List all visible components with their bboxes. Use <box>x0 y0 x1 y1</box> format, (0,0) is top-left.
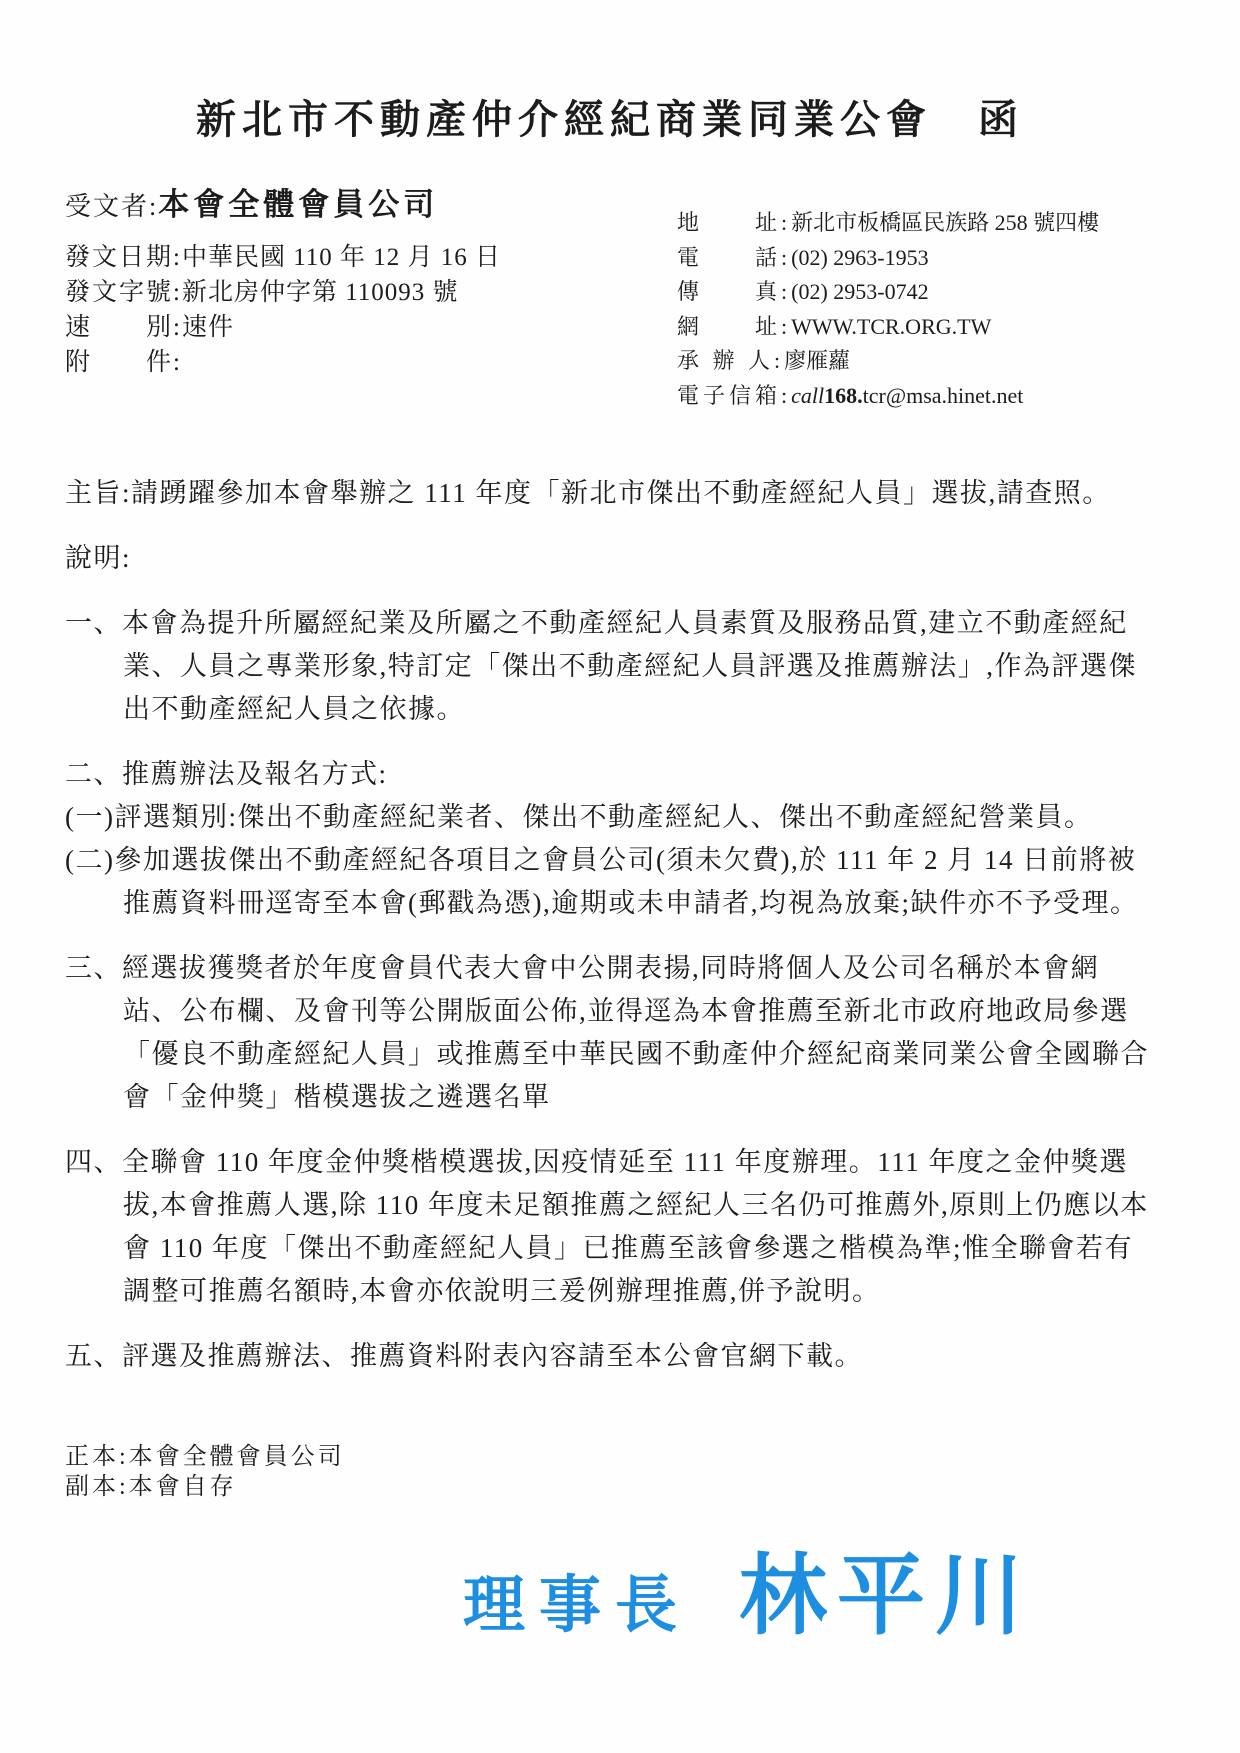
email-value-bold: 168. <box>824 382 863 408</box>
phone-row <box>677 241 1155 276</box>
chairman-name: 林平川 <box>738 1546 1033 1645</box>
email-row <box>677 379 1155 414</box>
email-value-italic: call <box>791 382 825 408</box>
subject-line <box>65 472 1155 515</box>
email-value-rest: tcr@msa.hinet.net <box>862 382 1024 408</box>
section-5-text: 評選及推薦辦法、推薦資料附表內容請至本公會官網下載。 <box>122 1341 863 1371</box>
section-2 <box>65 753 1155 796</box>
section-2-marker: 二、 <box>65 759 122 789</box>
section-5 <box>65 1335 1155 1378</box>
attachment-label: 附 件: <box>65 349 182 376</box>
meta-right-block <box>677 206 1155 413</box>
fax-value: (02) 2953-0742 <box>791 279 929 304</box>
phone-value: (02) 2963-1953 <box>791 244 929 270</box>
original-copy-value: 本會全體會員公司 <box>128 1444 345 1470</box>
website-label: 網 址: <box>677 313 792 339</box>
doc-number-label: 發文字號: <box>65 279 182 306</box>
duplicate-copy-value: 本會自存 <box>128 1474 237 1500</box>
subject-text: 請踴躍參加本會舉辦之 111 年度「新北市傑出不動產經紀人員」選拔,請查照。 <box>131 478 1111 508</box>
section-2-item-1 <box>65 796 1155 839</box>
fax-label: 傳 真: <box>677 279 792 304</box>
section-3-marker: 三、 <box>65 953 122 983</box>
recipient-value: 本會全體會員公司 <box>158 187 439 222</box>
subject-label: 主旨: <box>65 478 132 508</box>
explanation-label: 說明: <box>65 543 132 573</box>
section-4-marker: 四、 <box>65 1147 122 1177</box>
address-row <box>677 206 1155 241</box>
website-row <box>677 310 1155 345</box>
section-2-item-2-text: 參加選拔傑出不動產經紀各項目之會員公司(須未欠費),於 111 年 2 月 14 日前將被推薦資料冊逕寄至本會(郵戳為憑),逾期或未申請者,均視為放棄;缺件亦不予受理。 <box>114 845 1139 918</box>
contact-person-label: 承 辦 人: <box>677 348 785 373</box>
priority-label: 速 別: <box>65 314 182 341</box>
chairman-title: 理事長 <box>462 1571 691 1640</box>
email-label: 電子信箱: <box>677 382 792 408</box>
letter-type: 函 <box>978 97 1024 142</box>
section-3 <box>65 947 1155 1119</box>
section-2-item-1-text: 評選類別:傑出不動產經紀業者、傑出不動產經紀人、傑出不動產經紀營業員。 <box>114 802 1093 832</box>
section-2-item-2 <box>65 839 1155 925</box>
section-2-text: 推薦辦法及報名方式: <box>122 759 388 789</box>
address-label: 地 址: <box>677 210 792 235</box>
section-3-text: 經選拔獲獎者於年度會員代表大會中公開表揚,同時將個人及公司名稱於本會網站、公布欄、及會刊等公開版面公佈,並得逕為本會推薦至新北市政府地政局參選「優良不動產經紀人員」或推薦至中華民國不動產仲介經紀商業同業公會全國聯合會「金仲獎」楷模選拔之遴選名單 <box>122 953 1149 1112</box>
priority-value: 速件 <box>181 314 234 341</box>
section-2-item-2-marker: (二) <box>65 845 115 875</box>
signature <box>65 1526 1155 1652</box>
doc-number-value: 新北房仲字第 110093 號 <box>181 279 459 306</box>
original-copy-label: 正本: <box>65 1444 129 1470</box>
section-1-marker: 一、 <box>65 608 122 638</box>
issue-date-value: 中華民國 110 年 12 月 16 日 <box>181 244 502 271</box>
contact-person-value: 廖雁蘿 <box>784 348 851 373</box>
section-1 <box>65 602 1155 731</box>
duplicate-copy-line <box>65 1472 1155 1502</box>
phone-label: 電 話: <box>677 244 792 270</box>
section-4-text: 全聯會 110 年度金仲獎楷模選拔,因疫情延至 111 年度辦理。111 年度之金仲獎選拔,本會推薦人選,除 110 年度未足額推薦之經紀人三名仍可推薦外,原則上仍應以本會 110 年度「傑出不動產經紀人員」已推薦至該會參選之楷模為準;惟全聯會若有調整可推薦名額時,本會亦依說明三爰例辦理推薦,併予說明。 <box>122 1147 1149 1306</box>
contact-person-row <box>677 344 1155 379</box>
section-1-text: 本會為提升所屬經紀業及所屬之不動產經紀人員素質及服務品質,建立不動產經紀業、人員之專業形象,特訂定「傑出不動產經紀人員評選及推薦辦法」,作為評選傑出不動產經紀人員之依據。 <box>122 608 1137 724</box>
association-name: 新北市不動產仲介經紀商業同業公會 <box>196 97 932 142</box>
section-4 <box>65 1141 1155 1313</box>
letter-title <box>65 88 1155 145</box>
copies-block <box>65 1442 1155 1502</box>
original-copy-line <box>65 1442 1155 1472</box>
website-value: WWW.TCR.ORG.TW <box>791 313 992 339</box>
address-value: 新北市板橋區民族路 258 號四樓 <box>791 210 1100 235</box>
section-5-marker: 五、 <box>65 1341 122 1371</box>
section-2-item-1-marker: (一) <box>65 802 115 832</box>
duplicate-copy-label: 副本: <box>65 1474 129 1500</box>
fax-row <box>677 275 1155 310</box>
issue-date-label: 發文日期: <box>65 244 182 271</box>
meta-block <box>65 210 1155 408</box>
recipient-label: 受文者: <box>65 192 159 221</box>
